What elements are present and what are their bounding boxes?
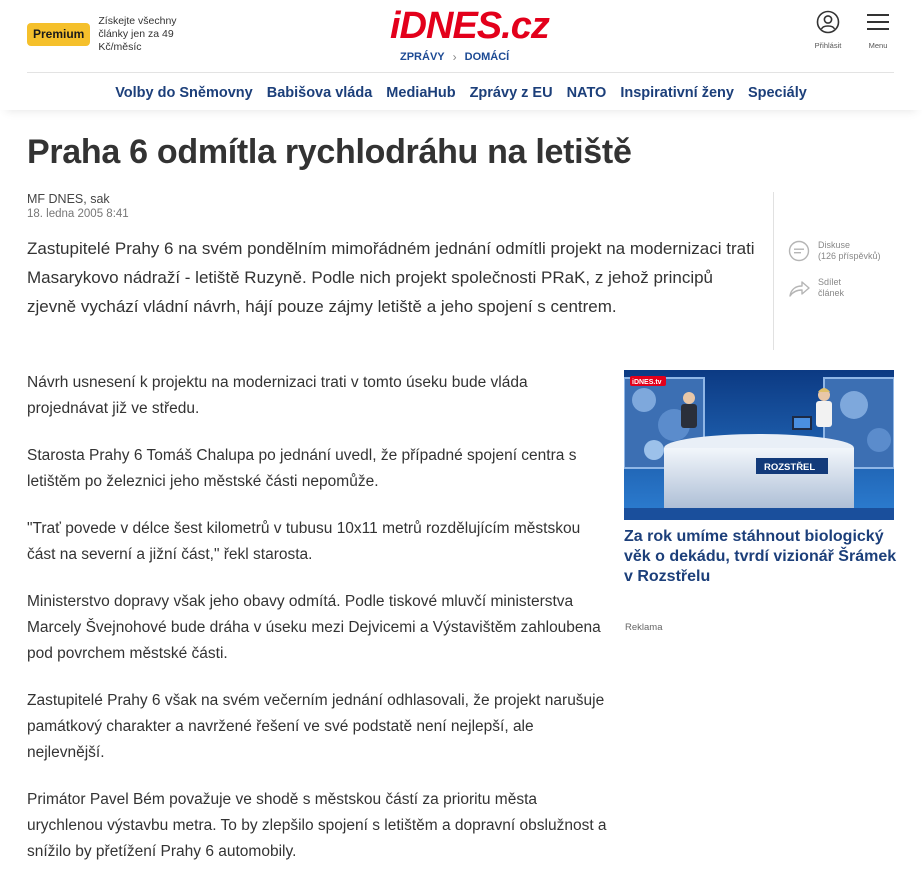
studio-logo: iDNES.tv — [632, 379, 662, 386]
article-paragraph: Primátor Pavel Bém považuje ve shodě s městskou částí za prioritu města urychlenou výstavbu metra. To by zlepšilo spojení s letištěm a dopravní obslužnost a snížilo by přetížení Prahy 6 automobily. — [27, 791, 607, 860]
nav-item-zpravy-z-eu[interactable]: Zprávy z EU — [469, 85, 553, 101]
article-paragraph: Ministerstvo dopravy však jeho obavy odmítá. Podle tiskové mluvčí ministerstva Marcely Švejnohové bude dráha v úseku mezi Dejvicemi a Výstavištěm zahloubena pod povrchem městské části. — [27, 593, 601, 662]
login-button[interactable] — [808, 10, 848, 50]
nav-item-specialy[interactable]: Speciály — [747, 85, 807, 101]
nav-item-mediahub[interactable]: MediaHub — [386, 85, 456, 101]
logo-text[interactable]: iDNES.cz — [390, 5, 549, 47]
discussion-label: Diskuse — [818, 240, 851, 250]
share-article-button[interactable] — [788, 277, 844, 299]
nav-item-nato[interactable]: NATO — [566, 85, 607, 101]
breadcrumb-item-domaci[interactable]: DOMÁCÍ — [464, 51, 510, 63]
share-label-line1: Sdílet — [818, 277, 842, 287]
ad-label: Reklama — [625, 622, 663, 633]
main-nav — [0, 80, 922, 106]
site-logo[interactable] — [390, 4, 549, 48]
tools-divider — [773, 192, 774, 350]
article-lead: Zastupitelé Prahy 6 na svém pondělním mimořádném jednání odmítli projekt na modernizaci trati Masarykovo nádraží - letiště Ruzyně. Podle nich projekt společnosti PRaK, z jehož principů zjevně vychází vládní návrh, hájí pouze zájmy letiště a jeho spojení s centrem. — [27, 239, 755, 316]
breadcrumb — [400, 50, 509, 64]
article-body — [27, 370, 607, 879]
article-paragraph: Starosta Prahy 6 Tomáš Chalupa po jednání uvedl, že případné spojení centra s letištěm po železnici jeho městské části nepomůže. — [27, 447, 577, 490]
discussion-count: (126 příspěvků) — [818, 251, 881, 261]
article-author[interactable]: MF DNES, sak — [27, 192, 110, 206]
breadcrumb-item-zpravy[interactable]: ZPRÁVY — [400, 51, 445, 63]
article-paragraph: Zastupitelé Prahy 6 však na svém večerním jednání odhlasovali, že projekt narušuje památkový charakter a navržené řešení ve své podstatě není nejlepší, ale nejlevnější. — [27, 692, 605, 761]
premium-text[interactable]: Získejte všechny články jen za 49 Kč/měsíc — [98, 15, 177, 53]
promo-title[interactable]: Za rok umíme stáhnout biologický věk o dekádu, tvrdí vizionář Šrámek v Rozstřelu — [624, 528, 897, 585]
tv-studio-scene — [624, 370, 894, 520]
menu-button[interactable] — [858, 10, 898, 50]
premium-badge[interactable]: Premium — [27, 23, 90, 46]
discussion-link[interactable] — [788, 240, 881, 262]
article-paragraph: "Trať povede v délce šest kilometrů v tubusu 10x11 metrů rozdělujícím městskou část na severní a jižní část," řekl starosta. — [27, 520, 581, 563]
hamburger-icon — [866, 10, 890, 34]
site-header — [0, 0, 922, 110]
share-label-line2: článek — [818, 288, 845, 298]
article-date: 18. ledna 2005 8:41 — [27, 208, 129, 220]
nav-item-volby[interactable]: Volby do Sněmovny — [115, 85, 253, 101]
promo-image[interactable] — [624, 370, 894, 520]
nav-item-babisova-vlada[interactable]: Babišova vláda — [266, 85, 373, 101]
nav-item-inspirativni-zeny[interactable]: Inspirativní ženy — [620, 85, 734, 101]
premium-promo[interactable] — [27, 15, 208, 54]
header-divider — [27, 72, 894, 73]
user-icon — [816, 10, 840, 34]
share-icon — [788, 277, 810, 299]
chevron-right-icon: › — [452, 50, 457, 64]
login-label: Přihlásit — [814, 41, 842, 50]
comment-icon — [788, 240, 810, 262]
article-paragraph: Návrh usnesení k projektu na modernizaci trati v tomto úseku bude vláda projednávat již ve středu. — [27, 374, 528, 417]
show-name: ROZSTŘEL — [764, 462, 816, 473]
article-title: Praha 6 odmítla rychlodráhu na letiště — [27, 133, 632, 171]
menu-label: Menu — [868, 41, 888, 50]
